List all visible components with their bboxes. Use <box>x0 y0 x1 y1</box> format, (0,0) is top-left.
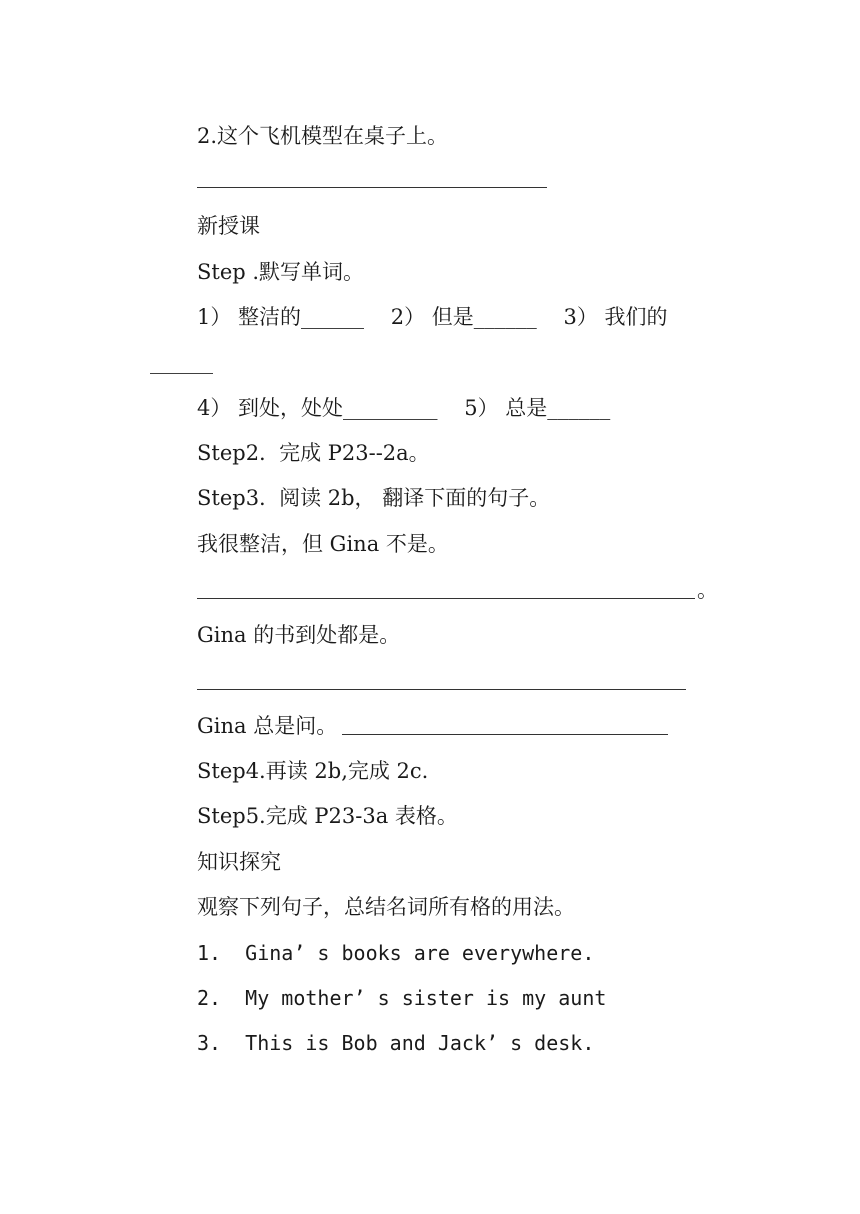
sentence-1-period: 。 <box>697 578 718 602</box>
instruction: 观察下列句子，总结名词所有格的用法。 <box>197 895 575 919</box>
vocab-row-1: 1） 整洁的______ 2） 但是______ 3） 我们的 <box>197 305 668 329</box>
heading-new-lesson: 新授课 <box>197 214 260 238</box>
example-2: 2. My mother’ s sister is my aunt <box>197 986 607 1010</box>
step-4: Step4.再读 2b,完成 2c. <box>197 759 429 783</box>
example-1: 1. Gina’ s books are everywhere. <box>197 941 595 965</box>
sentence-1: 我很整洁，但 Gina 不是。 <box>197 532 449 556</box>
answer-line-sentence-1 <box>197 598 695 599</box>
vocab-row-2: 4） 到处，处处_________ 5） 总是______ <box>197 396 611 420</box>
answer-line-q2 <box>197 187 547 188</box>
answer-line-sentence-3 <box>342 734 668 735</box>
step-5: Step5.完成 P23-3a 表格。 <box>197 804 458 828</box>
step-1: Step .默写单词。 <box>197 260 365 284</box>
question-2: 2.这个飞机模型在桌子上。 <box>197 124 449 148</box>
step-2: Step2. 完成 P23--2a。 <box>197 441 430 465</box>
example-3: 3. This is Bob and Jack’ s desk. <box>197 1031 595 1055</box>
step-3: Step3. 阅读 2b， 翻译下面的句子。 <box>197 486 551 510</box>
answer-line-sentence-2 <box>197 689 686 690</box>
sentence-3: Gina 总是问。 <box>197 714 338 738</box>
heading-knowledge-explore: 知识探究 <box>197 850 281 874</box>
vocab-row-1-tail: ______ <box>150 350 213 374</box>
sentence-2: Gina 的书到处都是。 <box>197 623 401 647</box>
